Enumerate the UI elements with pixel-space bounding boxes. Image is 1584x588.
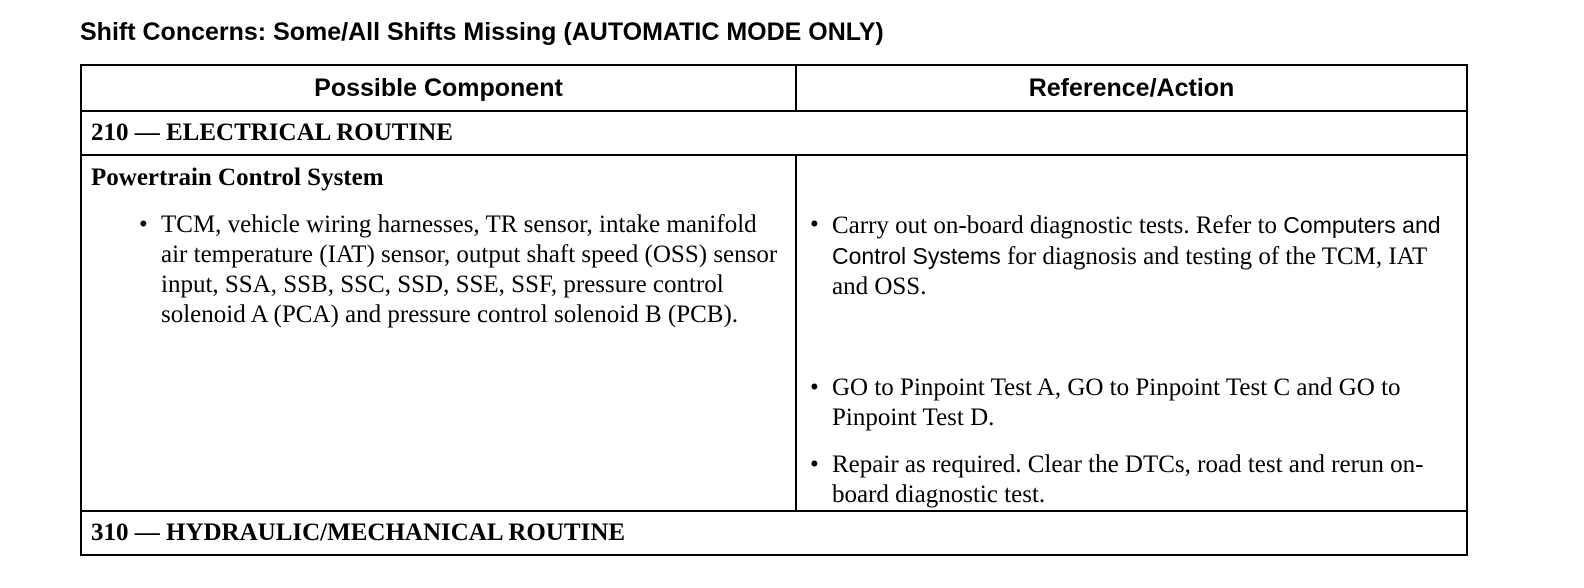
action-cell: [796, 155, 1467, 511]
page-title: Shift Concerns: Some/All Shifts Missing (AUTOMATIC MODE ONLY): [80, 18, 884, 46]
action-1-before: Carry out on-board diagnostic tests. Refer to: [832, 212, 1278, 239]
routine-row: [81, 111, 1467, 155]
routine-row: [81, 511, 1467, 555]
header-possible-component: Possible Component: [81, 65, 796, 111]
header-reference-action: Reference/Action: [796, 65, 1467, 111]
component-row: [81, 155, 1467, 511]
bullet-icon: •: [139, 211, 148, 238]
bullet-icon: •: [810, 374, 819, 401]
action-text-3: Repair as required. Clear the DTCs, road test and rerun on-board diagnostic test.: [832, 451, 1424, 508]
component-bullet-item: [139, 210, 789, 330]
component-bullet-text: TCM, vehicle wiring harnesses, TR sensor, intake manifold air temperature (IAT) sensor, output shaft speed (OSS) sensor input, SSA, SSB, SSC, SSD, SSE, SSF, pressure control solenoid A (PCA) and pressure control solenoid B (PCB).: [161, 211, 778, 328]
computers-and-control-systems-link[interactable]: Computers and Control Systems: [832, 212, 1441, 269]
component-title: Powertrain Control System: [91, 164, 384, 191]
action-item-2: [810, 373, 1450, 433]
routine-electrical: 210 — ELECTRICAL ROUTINE: [81, 111, 1467, 155]
routine-hydraulic-mechanical: 310 — HYDRAULIC/MECHANICAL ROUTINE: [81, 511, 1467, 555]
action-text-1: [832, 210, 1450, 302]
bullet-icon: •: [810, 211, 819, 238]
action-item-1: [810, 210, 1450, 302]
action-1-after: for diagnosis and testing of the TCM, IAT and OSS.: [832, 243, 1427, 300]
component-cell: [81, 155, 796, 511]
header-row: [81, 65, 1467, 111]
bullet-icon: •: [810, 451, 819, 478]
action-text-2: GO to Pinpoint Test A, GO to Pinpoint Test C and GO to Pinpoint Test D.: [832, 374, 1401, 431]
action-item-3: [810, 450, 1450, 510]
diagnostic-table: [80, 64, 1468, 556]
